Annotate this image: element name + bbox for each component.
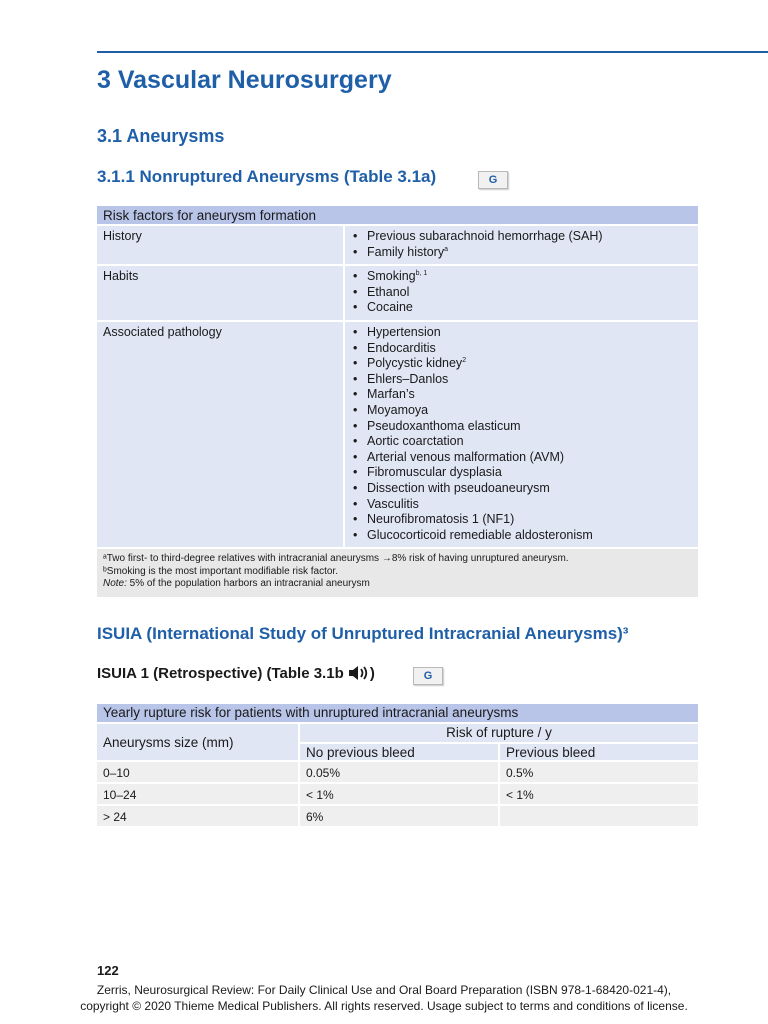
copyright-line-2: copyright © 2020 Thieme Medical Publishers. All rights reserved. Usage subject to terms and conditions of license. xyxy=(80,999,688,1013)
list-item: • Marfan’s xyxy=(351,387,692,403)
row-label: Habits xyxy=(103,269,139,284)
no-bleed-cell: 0.05% xyxy=(298,762,498,782)
table-row xyxy=(97,320,698,547)
row-label: Associated pathology xyxy=(103,324,222,339)
no-bleed-cell: < 1% xyxy=(298,784,498,804)
list-item: • Endocarditis xyxy=(351,341,692,357)
rupture-risk-table xyxy=(97,704,698,826)
no-bleed-cell: 6% xyxy=(298,806,498,826)
list-item: • Dissection with pseudoaneurysm xyxy=(351,481,692,497)
section-title: 3.1 Aneurysms xyxy=(97,126,225,146)
row-items xyxy=(343,226,698,264)
size-cell: 0–10 xyxy=(103,766,130,780)
copyright-notice xyxy=(0,982,768,1014)
row-items xyxy=(343,322,698,547)
copyright-line-1: Zerris, Neurosurgical Review: For Daily Clinical Use and Oral Board Preparation (ISBN 978-1-68420-021-4), xyxy=(96,983,672,997)
risk-table-header: Risk factors for aneurysm formation xyxy=(97,206,698,224)
table-row xyxy=(97,782,698,804)
table-row xyxy=(97,804,698,826)
prev-bleed-column-header: Previous bleed xyxy=(498,744,698,761)
list-item: • Ehlers–Danlos xyxy=(351,372,692,388)
list-item: • Previous subarachnoid hemorrhage (SAH) xyxy=(351,229,692,245)
list-item: • Vasculitis xyxy=(351,497,692,513)
isuia-title: ISUIA (International Study of Unruptured Intracranial Aneurysms)³ xyxy=(97,624,629,643)
table-row xyxy=(97,760,698,782)
footnote-b: ᵇSmoking is the most important modifiable risk factor. xyxy=(103,565,338,577)
footnote-note: Note: 5% of the population harbors an intracranial aneurysm xyxy=(103,578,370,590)
risk-column-header: Risk of rupture / y xyxy=(446,725,552,740)
list-item: • Smoking$^{b, 1}$ xyxy=(351,269,692,285)
row-items xyxy=(343,266,698,320)
footnote-a: ᵃTwo first- to third-degree relatives with intracranial aneurysms →8% risk of having unruptured aneurysm. xyxy=(103,553,569,565)
list-item: • Neurofibromatosis 1 (NF1) xyxy=(351,512,692,528)
chapter-title: 3 Vascular Neurosurgery xyxy=(97,66,392,94)
list-item: • Hypertension xyxy=(351,325,692,341)
table-row xyxy=(97,264,698,320)
size-cell: > 24 xyxy=(103,810,127,824)
g-button-table-3-1a[interactable]: G xyxy=(478,171,508,189)
prev-bleed-cell xyxy=(498,806,698,826)
speaker-icon[interactable] xyxy=(348,665,370,685)
list-item: • Polycystic kidney$^2$ xyxy=(351,356,692,372)
table-row xyxy=(97,224,698,264)
page-number: 122 xyxy=(97,963,119,978)
rupture-table-header: Yearly rupture risk for patients with unruptured intracranial aneurysms xyxy=(97,704,698,722)
isuia1-title: ISUIA 1 (Retrospective) (Table 3.1b ) xyxy=(97,665,375,685)
list-item: • Arterial venous malformation (AVM) xyxy=(351,450,692,466)
risk-factors-table xyxy=(97,206,698,597)
row-label: History xyxy=(103,229,142,243)
list-item: • Pseudoxanthoma elasticum xyxy=(351,419,692,435)
g-button-table-3-1b[interactable]: G xyxy=(413,667,443,685)
risk-column-group xyxy=(298,724,698,760)
no-bleed-column-header: No previous bleed xyxy=(306,745,415,760)
subsection-title: 3.1.1 Nonruptured Aneurysms (Table 3.1a) xyxy=(97,167,437,186)
list-item: • Fibromuscular dysplasia xyxy=(351,465,692,481)
rupture-table-column-headers xyxy=(97,722,698,760)
list-item: • Family history$^a$ xyxy=(351,245,692,261)
top-rule xyxy=(97,51,768,53)
size-column-header: Aneurysms size (mm) xyxy=(103,734,234,750)
list-item: • Cocaine xyxy=(351,300,692,316)
list-item: • Aortic coarctation xyxy=(351,434,692,450)
table-footnotes xyxy=(97,547,698,597)
list-item: • Moyamoya xyxy=(351,403,692,419)
prev-bleed-cell: 0.5% xyxy=(498,762,698,782)
list-item: • Ethanol xyxy=(351,285,692,301)
size-cell: 10–24 xyxy=(103,788,137,802)
list-item: • Glucocorticoid remediable aldosteronism xyxy=(351,528,692,544)
prev-bleed-cell: < 1% xyxy=(498,784,698,804)
